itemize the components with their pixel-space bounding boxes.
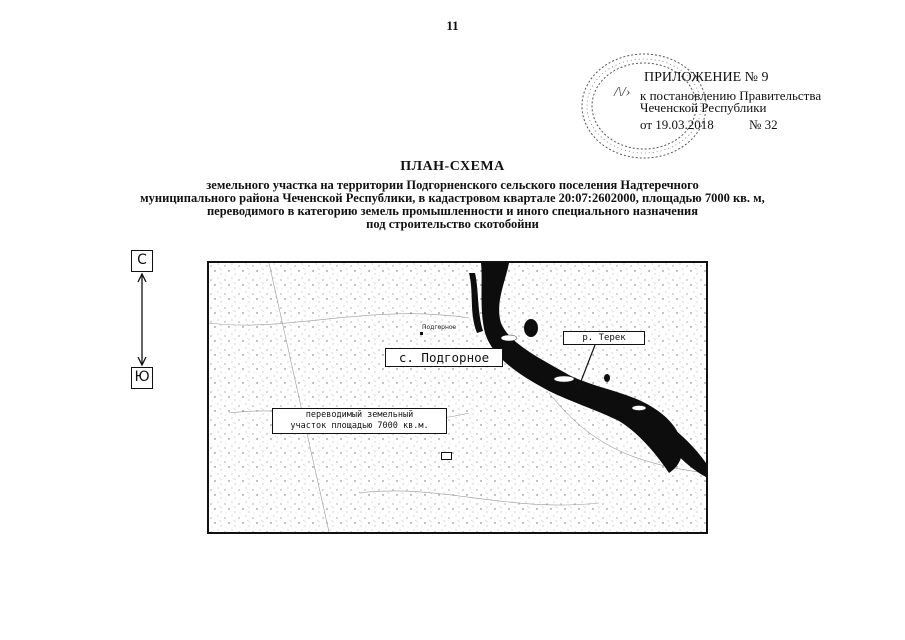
site-map (207, 261, 708, 534)
land-plot-marker (441, 452, 452, 460)
village-label: с. Подгорное (385, 348, 503, 367)
description-line-4: под строительство скотобойни (366, 217, 539, 231)
description-line-1: земельного участка на территории Подгорненского сельского поселения Надтеречного (206, 178, 699, 192)
description-line-2: муниципального района Чеченской Республики, в кадастровом квартале 20:07:2602000, площадью 7000 кв. м, (140, 191, 765, 205)
plot-label-line-1: переводимый земельный (305, 410, 414, 420)
appendix-reference-line2: Чеченской Республики (640, 100, 767, 115)
description-line-3: переводимого в категорию земель промышленности и иного специального назначения (206, 204, 698, 218)
appendix-number: № 32 (749, 117, 778, 132)
stamp-mark: /\/› (614, 85, 631, 100)
plot-label-line-2: участок площадью 7000 кв.м. (290, 420, 429, 431)
river-label: р. Терек (563, 331, 645, 345)
plot-label (272, 408, 447, 434)
page-number: 11 (446, 18, 459, 33)
appendix-date: от 19.03.2018 (640, 117, 714, 132)
compass-north: С (131, 250, 153, 272)
appendix-reference-line1: к постановлению Правительства (640, 88, 822, 103)
map-background (209, 263, 706, 532)
appendix-title: ПРИЛОЖЕНИЕ № 9 (644, 70, 769, 85)
compass-arrow-icon (126, 272, 158, 367)
village-small-label: Подгорное (422, 324, 457, 331)
document-title: ПЛАН-СХЕМА (400, 159, 505, 174)
compass-south: Ю (131, 367, 153, 389)
